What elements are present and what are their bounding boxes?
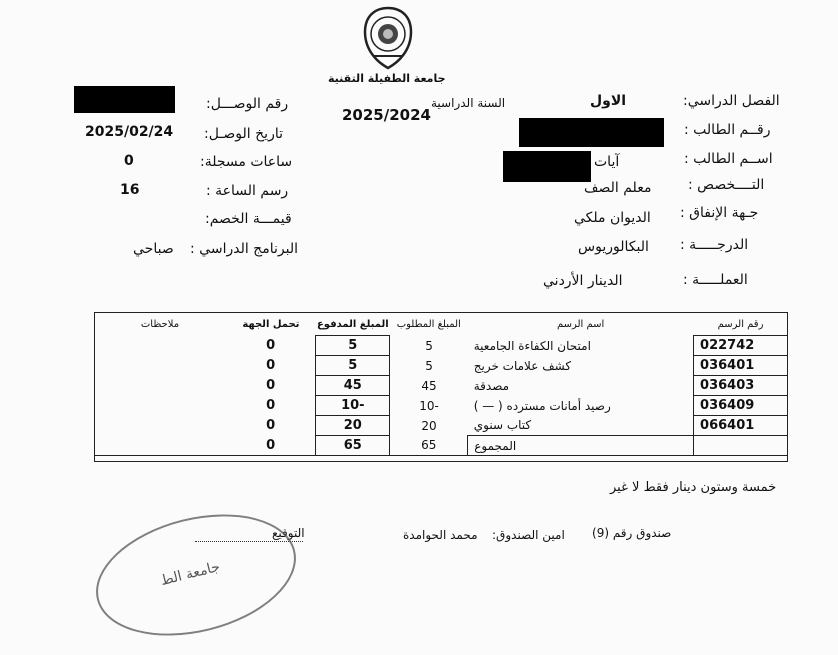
- hour-fee-label: رسم الساعة :: [206, 183, 289, 199]
- total-paid: 65: [316, 436, 390, 456]
- total-label: المجموع: [468, 436, 694, 456]
- fee-name: امتحان الكفاءة الجامعية: [473, 338, 591, 353]
- col-required-amount: المبلغ المطلوب: [390, 313, 468, 336]
- major-label: التــــخصص :: [688, 177, 765, 193]
- total-row: [94, 436, 788, 456]
- table-row: [94, 376, 788, 396]
- total-bearer: 0: [226, 436, 316, 456]
- receipt-date-value: 2025/02/24: [85, 124, 174, 140]
- student-name-partial: آيات: [594, 154, 620, 170]
- cashier-name: محمد الحوامدة: [403, 528, 478, 542]
- fee-code: 066401: [694, 416, 788, 436]
- notes: [94, 416, 226, 436]
- fund-number: صندوق رقم (9): [592, 526, 672, 540]
- fee-code: 022742: [694, 336, 788, 356]
- currency-value: الدينار الأردني: [543, 273, 623, 289]
- program-label: البرنامج الدراسي :: [190, 241, 298, 257]
- redacted-student-number: [519, 118, 664, 147]
- fee-name: كشف علامات خريج: [473, 358, 572, 373]
- year-value: 2025/2024: [342, 106, 431, 124]
- bearer-amount: 0: [266, 378, 276, 393]
- fees-table: [94, 312, 788, 456]
- col-paid-amount: المبلغ المدفوع: [316, 313, 390, 336]
- required-amount: 5: [425, 338, 433, 353]
- cashier-label: امين الصندوق:: [492, 528, 565, 542]
- semester-value: الاول: [590, 93, 627, 109]
- fee-code: 036403: [694, 376, 788, 396]
- table-row: [94, 356, 788, 376]
- notes: [94, 376, 226, 396]
- bearer-amount: 0: [266, 338, 276, 353]
- table-header-row: [94, 313, 788, 336]
- table-row: [94, 336, 788, 356]
- degree-label: الدرجـــــة :: [680, 237, 749, 253]
- hours-value: 0: [124, 153, 134, 169]
- student-name-label: اســم الطالب :: [684, 151, 773, 167]
- program-value: صباحي: [133, 241, 174, 257]
- semester-label: الفصل الدراسي:: [683, 93, 780, 109]
- fee-code: 036401: [694, 356, 788, 376]
- required-amount: 5: [425, 358, 433, 373]
- fee-code: 036409: [694, 396, 788, 416]
- total-required: 65: [390, 436, 468, 456]
- major-value: معلم الصف: [584, 180, 652, 196]
- bearer-amount: 0: [266, 398, 276, 413]
- notes: [94, 396, 226, 416]
- amount-in-words: خمسة وستون دينار فقط لا غير: [610, 480, 777, 495]
- redacted-receipt-number: [74, 86, 175, 113]
- col-notes: ملاحظات: [94, 313, 226, 336]
- university-logo: [361, 6, 415, 70]
- funding-value: الديوان ملكي: [574, 210, 651, 226]
- required-amount: -10: [419, 398, 439, 413]
- student-number-label: رقــم الطالب :: [684, 122, 771, 138]
- bearer-amount: 0: [266, 418, 276, 433]
- hour-fee-value: 16: [120, 182, 140, 198]
- discount-label: قيمـــة الخصم:: [205, 211, 292, 227]
- col-fee-code: رقم الرسم: [694, 313, 788, 336]
- stamp-text: جامعة الط: [158, 558, 222, 590]
- university-name: جامعة الطفيلة التقنية: [328, 72, 446, 85]
- redacted-student-name: [503, 151, 591, 182]
- fee-name: كتاب سنوي: [473, 418, 532, 433]
- table-row: [94, 396, 788, 416]
- required-amount: 45: [421, 378, 437, 393]
- notes: [94, 336, 226, 356]
- year-label: السنة الدراسية: [431, 96, 506, 110]
- bearer-amount: 0: [266, 358, 276, 373]
- signature-label: التوقيع: [272, 526, 305, 540]
- paid-amount: -10: [316, 396, 390, 416]
- col-bearer: تحمل الجهة: [226, 313, 316, 336]
- fee-name: رصيد أمانات مسترده ( — ): [473, 398, 611, 413]
- receipt-date-label: تاريخ الوصـل:: [204, 126, 284, 142]
- paid-amount: 20: [316, 416, 390, 436]
- col-fee-name: اسم الرسم: [468, 313, 694, 336]
- hours-label: ساعات مسجلة:: [200, 154, 293, 170]
- paid-amount: 5: [316, 356, 390, 376]
- fee-name: مصدقة: [473, 378, 510, 393]
- paid-amount: 45: [316, 376, 390, 396]
- required-amount: 20: [421, 418, 437, 433]
- funding-label: جـهة الإنفاق :: [680, 205, 759, 221]
- notes: [94, 356, 226, 376]
- currency-label: العملـــــة :: [683, 272, 748, 288]
- paid-amount: 5: [316, 336, 390, 356]
- table-row: [94, 416, 788, 436]
- degree-value: البكالوريوس: [578, 239, 649, 255]
- receipt-number-label: رقم الوصـــل:: [206, 96, 289, 112]
